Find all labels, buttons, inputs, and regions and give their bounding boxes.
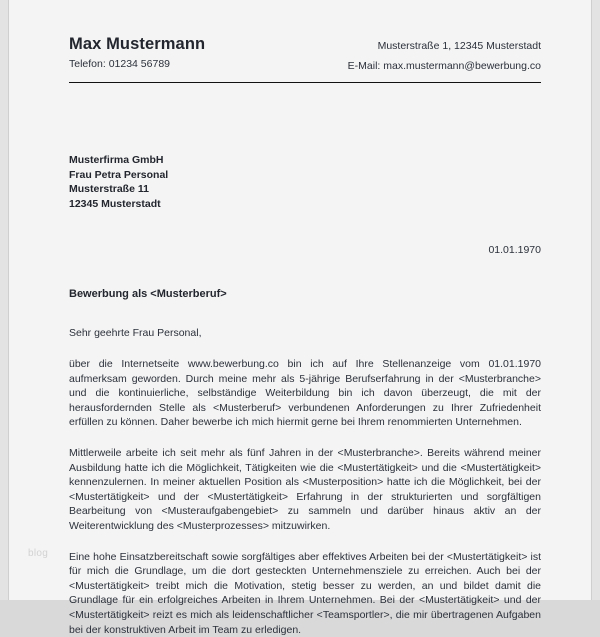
letterhead-contact-block: [348, 34, 541, 74]
recipient-company: Musterfirma GmbH: [69, 154, 164, 166]
letter-salutation: Sehr geehrte Frau Personal,: [69, 327, 202, 339]
recipient-contact-person: Frau Petra Personal: [69, 168, 169, 181]
letter-paragraph: Eine hohe Einsatzbereitschaft sowie sorgfältiges aber effektives Arbeiten bei der <Mustertätigkeit> ist für mich die Grundlage, um die dort gesteckten Unternehmensziele zu erreichen. Auch bei der <Mustertätigkeit> treibt mich die Motivation, stetig besser zu werden, an und bildet damit die Grundlage für ein erfolgreiches Arbeiten in Ihrem Unternehmen. Bei der <Mustertätigkeit> und der <Mustertätigkeit> reizt es mich als leidenschaftlicher <Teamsportler>, die mir übertragenen Aufgaben bei der konstruktiven Arbeit im Team zu erledigen.: [69, 550, 541, 636]
letter-paragraph: Mittlerweile arbeite ich seit mehr als fünf Jahren in der <Musterbranche>. Bereits während meiner Ausbildung hatte ich die Möglichkeit, Tätigkeiten wie die <Mustertätigkeit> und die <Mustertätigkeit> kennenzulernen. In meiner aktuellen Position als <Musterposition> hatte ich die Möglichkeit, bei der <Mustertätigkeit> und der <Mustertätigkeit> Erfahrung in der strukturierten und sorgfältigen Bearbeitung von <Musteraufgabengebiet> zu sammeln und darüber hinaus aktiv an der Weiterentwicklung des <Musterprozesses> mitzuwirken.: [69, 446, 541, 532]
sender-email: E-Mail: max.mustermann@bewerbung.co: [347, 60, 541, 72]
recipient-address-block: [69, 153, 541, 211]
blog-watermark: blog: [28, 548, 49, 559]
page-left-margin-shade: [0, 0, 8, 600]
recipient-street: Musterstraße 11: [69, 183, 149, 195]
sender-address: Musterstraße 1, 12345 Musterstadt: [377, 40, 541, 52]
sender-name: Max Mustermann: [69, 35, 206, 53]
letter-date: 01.01.1970: [488, 244, 541, 256]
recipient-city: 12345 Musterstadt: [69, 197, 161, 210]
letter-sheet: [8, 0, 592, 636]
sender-phone: Telefon: 01234 56789: [69, 58, 171, 70]
letterhead: [69, 0, 541, 74]
letter-paragraph: über die Internetseite www.bewerbung.co bin ich auf Ihre Stellenanzeige vom 01.01.1970 aufmerksam geworden. Durch meine mehr als 5-jährige Berufserfahrung in der <Musterbranche> und die kontinuierliche, selbständige Weiterbildung bin ich davon überzeugt, die mit der herausfordernden Stelle als <Musterberuf> verbundenen Anforderungen zu Ihrer Zufriedenheit erfüllen zu können. Daher bewerbe ich mich hiermit gerne bei Ihrem renommierten Unternehmen.: [69, 358, 541, 429]
letter-subject: Bewerbung als <Musterberuf>: [69, 288, 227, 300]
page-right-margin-shade: [592, 0, 600, 600]
letterhead-sender-block: [69, 34, 205, 72]
letterhead-divider-rule: [69, 82, 541, 83]
letter-content: [69, 0, 541, 637]
